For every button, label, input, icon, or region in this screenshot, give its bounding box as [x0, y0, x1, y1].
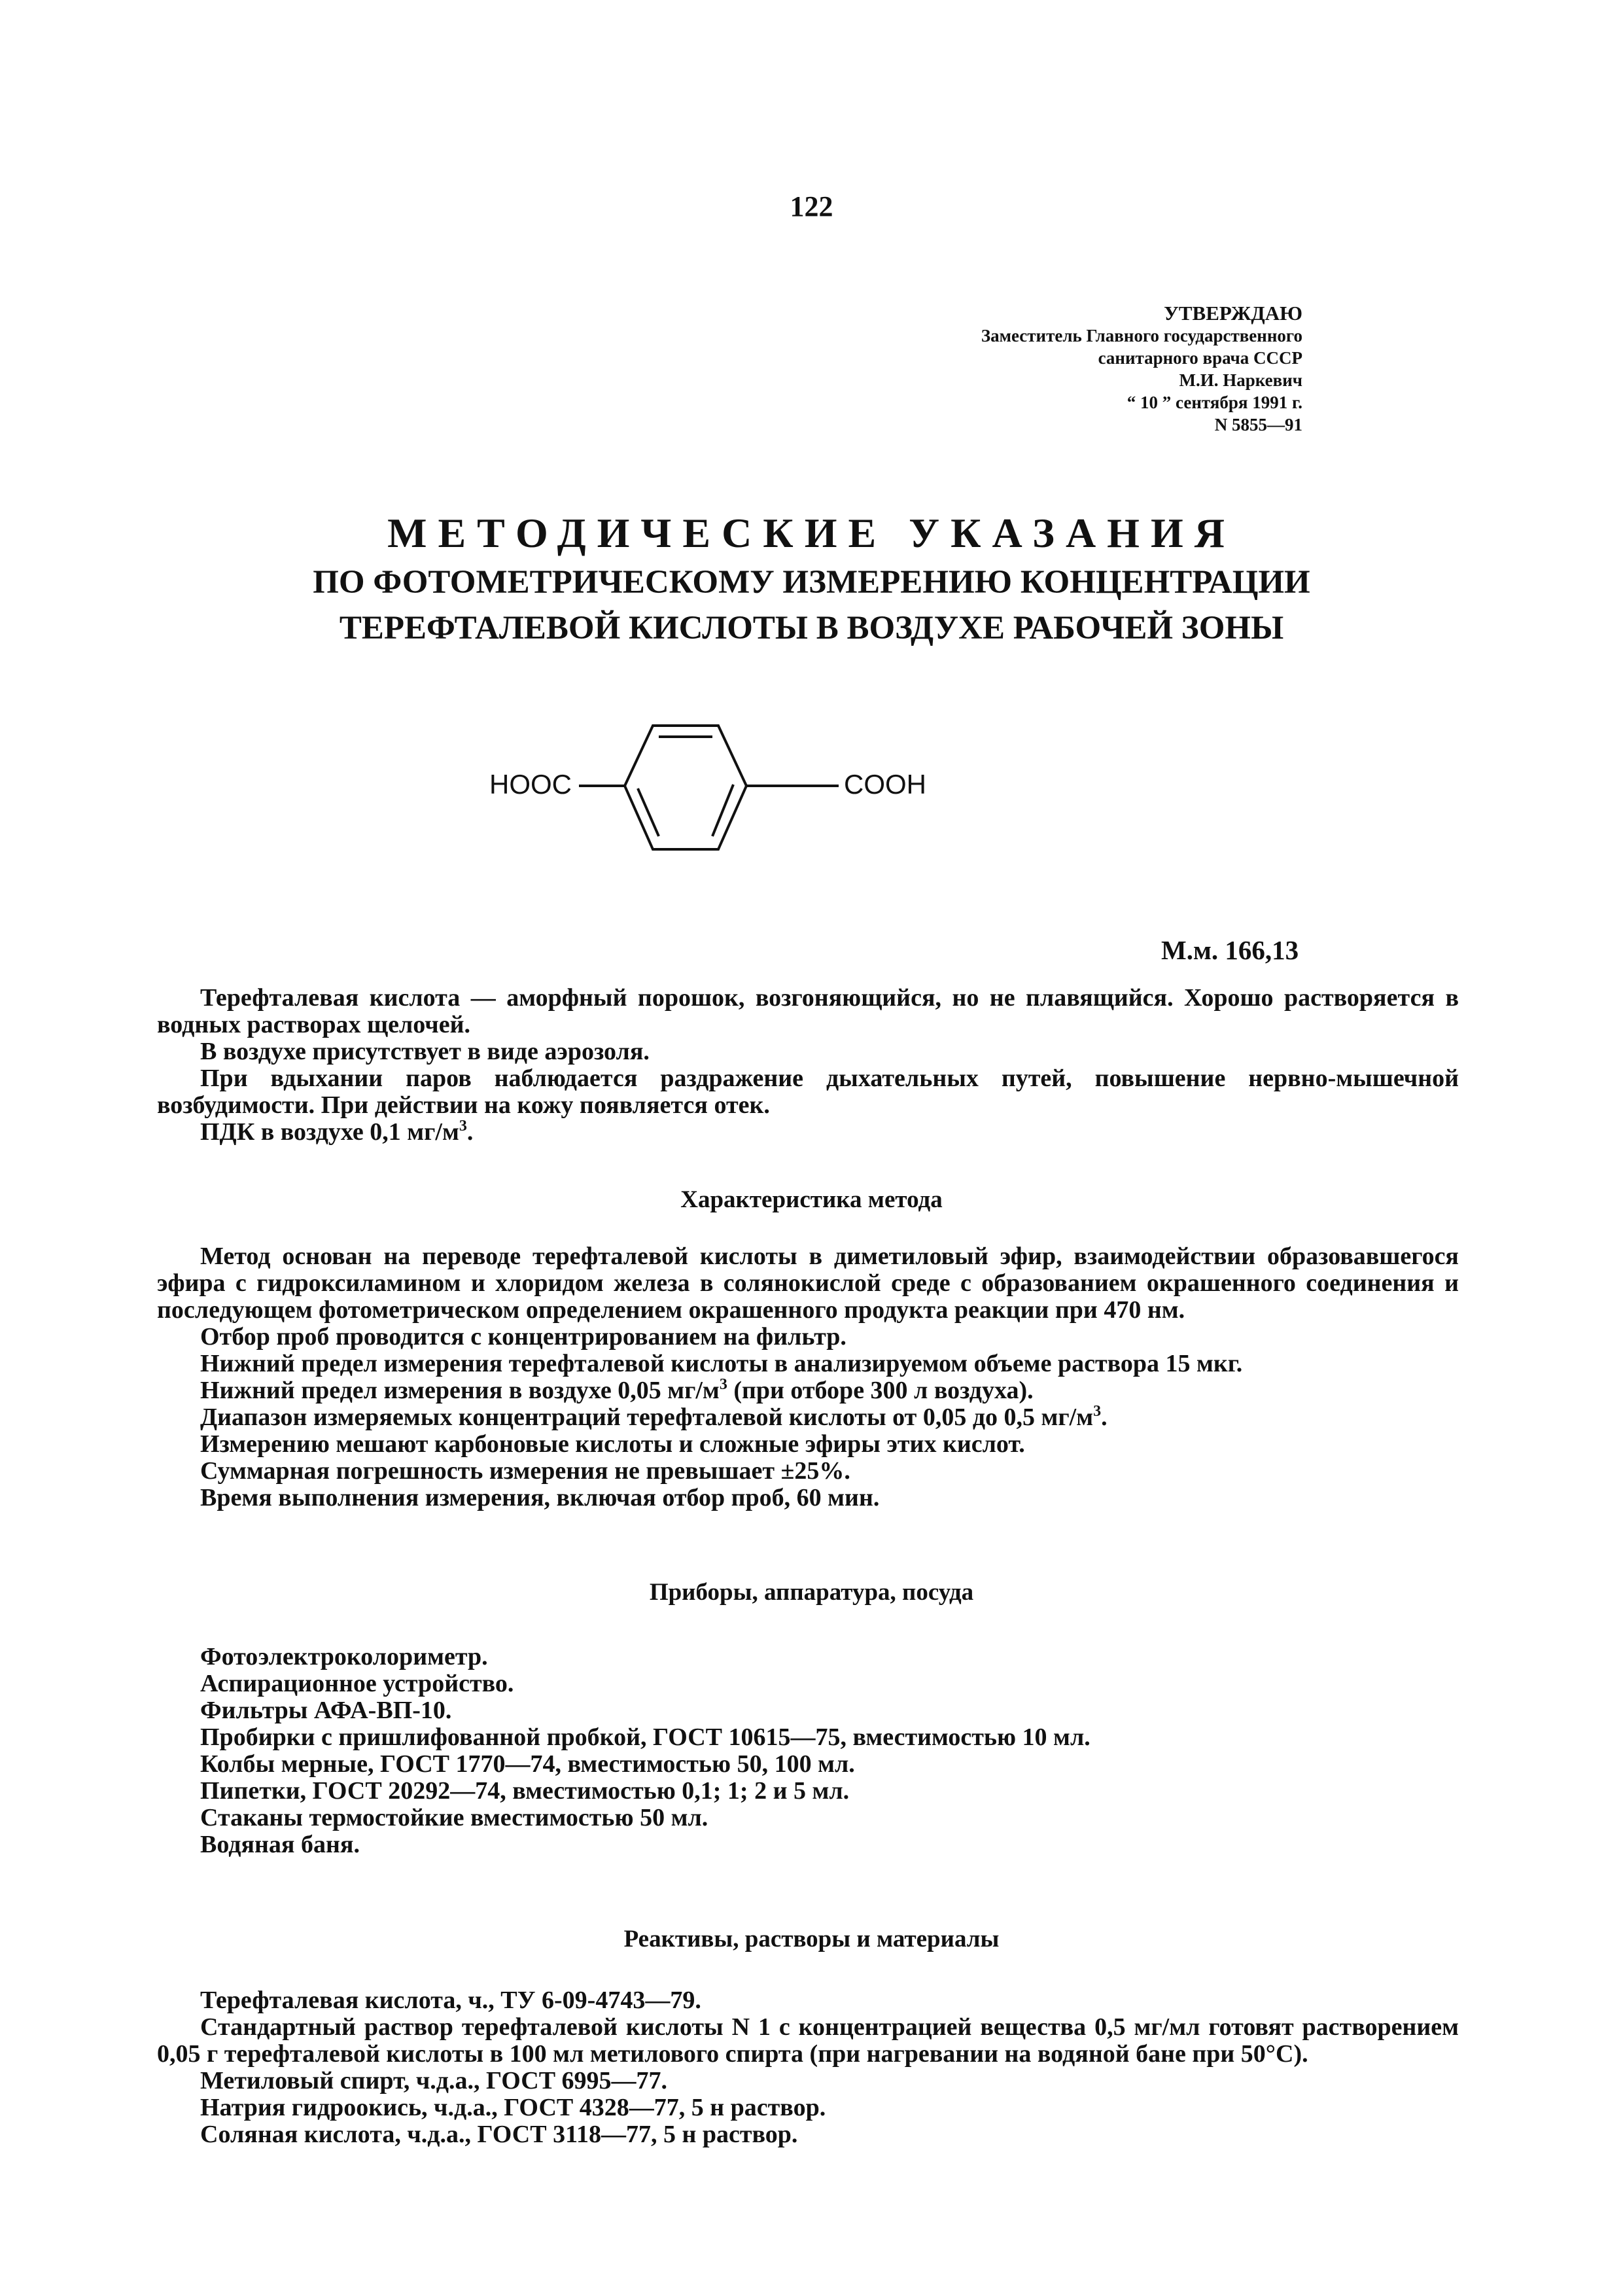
approval-stamp	[714, 302, 1302, 436]
method-line-3-suffix: (при отборе 300 л воздуха).	[727, 1377, 1034, 1404]
ring-double-bond-right	[712, 785, 733, 836]
approval-date: “ 10 ” сентября 1991 г.	[1126, 393, 1302, 412]
document-title-line2: ПО ФОТОМЕТРИЧЕСКОМУ ИЗМЕРЕНИЮ КОНЦЕНТРАЦИИ	[313, 564, 1310, 601]
ring-hexagon	[625, 726, 746, 849]
reagents-block	[157, 1987, 1459, 2148]
method-line-7: Время выполнения измерения, включая отбор проб, 60 мин.	[200, 1484, 880, 1511]
method-line-2: Нижний предел измерения терефталевой кислоты в анализируемом объеме раствора 15 мкг.	[200, 1350, 1243, 1377]
method-line-6: Суммарная погрешность измерения не превышает ±25%.	[200, 1457, 850, 1485]
section-heading-equipment: Приборы, аппаратура, посуда	[649, 1579, 974, 1606]
molecular-mass: М.м. 166,13	[1161, 935, 1299, 965]
method-paragraph: Метод основан на переводе терефталевой кислоты в диметиловый эфир, взаимодействии образовавшегося эфира с гидроксиламином и хлоридом железа в солянокислой среде с образованием окрашенного соединения и последующем фотометрическом определением окрашенного продукта реакции при 470 нм.	[157, 1243, 1459, 1324]
reagent-paragraph: Стандартный раствор терефталевой кислоты N 1 с концентрацией вещества 0,5 мг/мл готовят растворением 0,05 г терефталевой кислоты в 100 мл метилового спирта (при нагревании на водяной бане при 50°С).	[157, 2013, 1459, 2068]
list-item: Фотоэлектроколориметр.	[200, 1643, 488, 1670]
page-number: 122	[790, 190, 833, 222]
approval-name: М.И. Наркевич	[1179, 370, 1302, 390]
reagent-line-3: Натрия гидроокись, ч.д.а., ГОСТ 4328—77, 5 н раствор.	[200, 2094, 826, 2121]
reagent-line-1: Терефталевая кислота, ч., ТУ 6-09-4743—79.	[200, 1987, 701, 2014]
list-item: Пипетки, ГОСТ 20292—74, вместимостью 0,1; 1; 2 и 5 мл.	[200, 1777, 850, 1805]
section-heading-reagents: Реактивы, растворы и материалы	[623, 1926, 1000, 1952]
benzene-ring	[579, 726, 839, 849]
list-item: Пробирки с пришлифованной пробкой, ГОСТ 10615—75, вместимостью 10 мл.	[200, 1723, 1091, 1751]
method-line-4-superscript: 3	[1093, 1403, 1102, 1420]
document-title	[0, 507, 1623, 651]
method-line-3-superscript: 3	[719, 1376, 727, 1393]
section-heading-method: Характеристика метода	[680, 1186, 943, 1213]
document-title-line1: МЕТОДИЧЕСКИЕ УКАЗАНИЯ	[387, 510, 1236, 556]
list-item: Фильтры АФА-ВП-10.	[200, 1697, 452, 1724]
method-line-1: Отбор проб проводится с концентрированием на фильтр.	[200, 1323, 846, 1351]
method-line-3	[157, 1377, 1459, 1404]
intro-block	[157, 985, 1459, 1146]
formula-left-group: HOOC	[489, 769, 572, 800]
approval-position-line1: Заместитель Главного государственного	[981, 326, 1302, 345]
intro-paragraph-2: В воздухе присутствует в виде аэрозоля.	[200, 1038, 650, 1065]
mpc-suffix: .	[466, 1118, 474, 1146]
list-item: Водяная баня.	[200, 1831, 360, 1858]
reagent-line-2: Метиловый спирт, ч.д.а., ГОСТ 6995—77.	[200, 2067, 668, 2094]
approval-title: УТВЕРЖДАЮ	[1164, 302, 1302, 325]
ring-double-bond-left	[638, 788, 659, 836]
method-line-5: Измерению мешают карбоновые кислоты и сложные эфиры этих кислот.	[200, 1430, 1025, 1458]
intro-paragraph-3: При вдыхании паров наблюдается раздражение дыхательных путей, повышение нервно-мышечной возбудимости. При действии на кожу появляется отек.	[157, 1065, 1459, 1119]
mpc-text: ПДК в воздухе 0,1 мг/м	[200, 1118, 459, 1146]
document-title-line3: ТЕРЕФТАЛЕВОЙ КИСЛОТЫ В ВОЗДУХЕ РАБОЧЕЙ ЗОНЫ	[339, 610, 1284, 646]
method-line-3-text: Нижний предел измерения в воздухе 0,05 мг/м	[200, 1377, 720, 1404]
list-item: Колбы мерные, ГОСТ 1770—74, вместимостью 50, 100 мл.	[200, 1750, 855, 1778]
intro-paragraph-1: Терефталевая кислота — аморфный порошок, возгоняющийся, но не плавящийся. Хорошо растворяется в водных растворах щелочей.	[157, 984, 1459, 1038]
mpc-superscript: 3	[459, 1118, 467, 1135]
approval-position-line2: санитарного врача СССР	[1098, 348, 1302, 368]
equipment-list	[157, 1644, 1459, 1858]
structural-formula	[471, 700, 929, 896]
method-block	[157, 1243, 1459, 1511]
method-line-4-text: Диапазон измеряемых концентраций терефталевой кислоты от 0,05 до 0,5 мг/м	[200, 1404, 1094, 1431]
list-item: Аспирационное устройство.	[200, 1670, 514, 1697]
intro-paragraph-4	[157, 1119, 1459, 1146]
approval-number: N 5855—91	[1214, 415, 1302, 434]
method-line-4-suffix: .	[1101, 1404, 1108, 1431]
reagent-line-4: Соляная кислота, ч.д.а., ГОСТ 3118—77, 5 н раствор.	[200, 2121, 798, 2148]
formula-right-group: COOH	[844, 769, 926, 800]
list-item: Стаканы термостойкие вместимостью 50 мл.	[200, 1804, 708, 1831]
method-line-4	[157, 1404, 1459, 1431]
